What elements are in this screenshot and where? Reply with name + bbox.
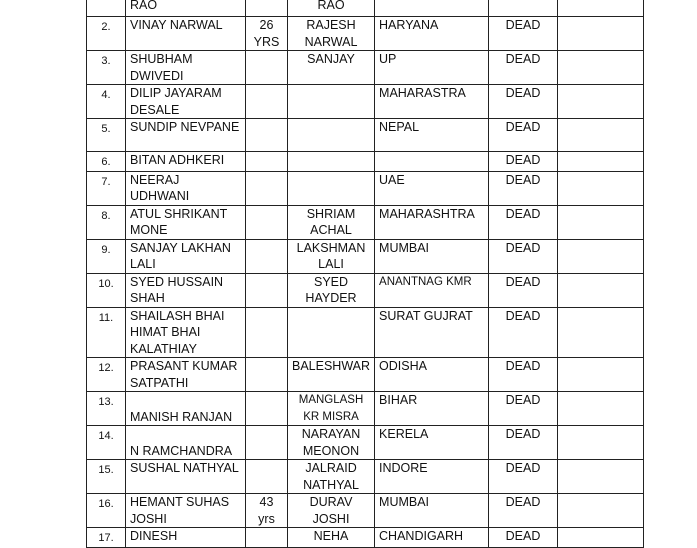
table-row xyxy=(87,528,644,548)
serial-number-cell xyxy=(87,0,126,17)
table-row xyxy=(87,494,644,528)
remarks-cell xyxy=(558,171,644,205)
relation-name-cell: JALRAID NATHYAL xyxy=(288,460,375,494)
serial-number-cell: 17. xyxy=(87,528,126,548)
relation-name-cell xyxy=(288,85,375,119)
table-row xyxy=(87,51,644,85)
remarks-cell xyxy=(558,152,644,172)
remarks-cell xyxy=(558,85,644,119)
serial-number-cell: 13. xyxy=(87,392,126,426)
relation-name-cell: SYED HAYDER xyxy=(288,273,375,307)
table-row xyxy=(87,426,644,460)
remarks-cell xyxy=(558,494,644,528)
remarks-cell xyxy=(558,51,644,85)
relation-name-cell: LAKSHMAN LALI xyxy=(288,239,375,273)
victim-name-cell: SYED HUSSAIN SHAH xyxy=(126,273,246,307)
age-cell xyxy=(246,426,288,460)
status-cell: DEAD xyxy=(489,205,558,239)
relation-name-cell: RAO xyxy=(288,0,375,17)
remarks-cell xyxy=(558,273,644,307)
serial-number-cell: 5. xyxy=(87,119,126,152)
place-cell: INDORE xyxy=(375,460,489,494)
status-cell: DEAD xyxy=(489,460,558,494)
place-cell: NEPAL xyxy=(375,119,489,152)
victim-name-cell: SUNDIP NEVPANE xyxy=(126,119,246,152)
status-cell: DEAD xyxy=(489,358,558,392)
age-cell xyxy=(246,460,288,494)
place-cell: CHANDIGARH xyxy=(375,528,489,548)
remarks-cell xyxy=(558,119,644,152)
victim-name-cell: SHAILASH BHAI HIMAT BHAI KALATHIAY xyxy=(126,307,246,358)
status-cell: DEAD xyxy=(489,239,558,273)
victim-name-cell: N RAMCHANDRA xyxy=(126,426,246,460)
victim-name-cell: DILIP JAYARAM DESALE xyxy=(126,85,246,119)
table-row xyxy=(87,205,644,239)
place-cell xyxy=(375,0,489,17)
relation-name-cell xyxy=(288,152,375,172)
status-cell: DEAD xyxy=(489,119,558,152)
victim-name-cell: ATUL SHRIKANT MONE xyxy=(126,205,246,239)
age-cell xyxy=(246,528,288,548)
table-row xyxy=(87,152,644,172)
age-cell xyxy=(246,358,288,392)
relation-name-cell: RAJESH NARWAL xyxy=(288,17,375,51)
table-row xyxy=(87,358,644,392)
serial-number-cell: 6. xyxy=(87,152,126,172)
relation-name-cell: BALESHWAR xyxy=(288,358,375,392)
serial-number-cell: 12. xyxy=(87,358,126,392)
victim-name-cell: DINESH xyxy=(126,528,246,548)
relation-name-cell xyxy=(288,119,375,152)
table-row xyxy=(87,171,644,205)
relation-name-cell xyxy=(288,171,375,205)
place-cell: ODISHA xyxy=(375,358,489,392)
place-cell: UAE xyxy=(375,171,489,205)
place-cell: BIHAR xyxy=(375,392,489,426)
age-cell xyxy=(246,205,288,239)
age-cell xyxy=(246,152,288,172)
relation-name-cell: NARAYAN MEONON xyxy=(288,426,375,460)
place-cell: MAHARASHTRA xyxy=(375,205,489,239)
status-cell: DEAD xyxy=(489,51,558,85)
remarks-cell xyxy=(558,460,644,494)
serial-number-cell: 11. xyxy=(87,307,126,358)
place-cell: KERELA xyxy=(375,426,489,460)
serial-number-cell: 9. xyxy=(87,239,126,273)
table-row xyxy=(87,0,644,17)
serial-number-cell: 3. xyxy=(87,51,126,85)
place-cell: UP xyxy=(375,51,489,85)
remarks-cell xyxy=(558,307,644,358)
relation-name-cell: NEHA xyxy=(288,528,375,548)
relation-name-cell: DURAV JOSHI xyxy=(288,494,375,528)
place-cell xyxy=(375,152,489,172)
status-cell: DEAD xyxy=(489,85,558,119)
serial-number-cell: 2. xyxy=(87,17,126,51)
remarks-cell xyxy=(558,205,644,239)
status-cell: DEAD xyxy=(489,426,558,460)
table-row xyxy=(87,239,644,273)
remarks-cell xyxy=(558,358,644,392)
age-cell xyxy=(246,171,288,205)
age-cell xyxy=(246,239,288,273)
place-cell: MAHARASTRA xyxy=(375,85,489,119)
age-cell xyxy=(246,273,288,307)
age-cell xyxy=(246,85,288,119)
place-cell: ANANTNAG KMR xyxy=(375,273,489,307)
status-cell: DEAD xyxy=(489,494,558,528)
remarks-cell xyxy=(558,17,644,51)
place-cell: SURAT GUJRAT xyxy=(375,307,489,358)
age-cell xyxy=(246,51,288,85)
victim-name-cell: BITAN ADHKERI xyxy=(126,152,246,172)
table-row xyxy=(87,392,644,426)
victims-table xyxy=(86,0,644,548)
victim-name-cell: SUSHAL NATHYAL xyxy=(126,460,246,494)
age-cell xyxy=(246,392,288,426)
status-cell: DEAD xyxy=(489,17,558,51)
age-cell xyxy=(246,0,288,17)
status-cell: DEAD xyxy=(489,273,558,307)
serial-number-cell: 16. xyxy=(87,494,126,528)
victim-name-cell: HEMANT SUHAS JOSHI xyxy=(126,494,246,528)
remarks-cell xyxy=(558,426,644,460)
place-cell: MUMBAI xyxy=(375,239,489,273)
victim-name-cell: SHUBHAM DWIVEDI xyxy=(126,51,246,85)
serial-number-cell: 14. xyxy=(87,426,126,460)
victim-name-cell: PRASANT KUMAR SATPATHI xyxy=(126,358,246,392)
table-row xyxy=(87,460,644,494)
table-row xyxy=(87,17,644,51)
age-cell: 26 YRS xyxy=(246,17,288,51)
table-row xyxy=(87,85,644,119)
relation-name-cell xyxy=(288,307,375,358)
place-cell: MUMBAI xyxy=(375,494,489,528)
table-row xyxy=(87,307,644,358)
victim-name-cell: SANJAY LAKHAN LALI xyxy=(126,239,246,273)
status-cell: DEAD xyxy=(489,152,558,172)
status-cell: DEAD xyxy=(489,528,558,548)
victim-name-cell: VINAY NARWAL xyxy=(126,17,246,51)
serial-number-cell: 15. xyxy=(87,460,126,494)
status-cell: DEAD xyxy=(489,171,558,205)
remarks-cell xyxy=(558,0,644,17)
remarks-cell xyxy=(558,239,644,273)
victim-name-cell: RAO xyxy=(126,0,246,17)
serial-number-cell: 8. xyxy=(87,205,126,239)
status-cell: DEAD xyxy=(489,307,558,358)
serial-number-cell: 7. xyxy=(87,171,126,205)
relation-name-cell: SANJAY xyxy=(288,51,375,85)
place-cell: HARYANA xyxy=(375,17,489,51)
relation-name-cell: MANGLASH KR MISRA xyxy=(288,392,375,426)
age-cell xyxy=(246,119,288,152)
relation-name-cell: SHRIAM ACHAL xyxy=(288,205,375,239)
status-cell: DEAD xyxy=(489,392,558,426)
victim-name-cell: NEERAJ UDHWANI xyxy=(126,171,246,205)
table-row xyxy=(87,119,644,152)
serial-number-cell: 4. xyxy=(87,85,126,119)
age-cell: 43 yrs xyxy=(246,494,288,528)
serial-number-cell: 10. xyxy=(87,273,126,307)
status-cell xyxy=(489,0,558,17)
remarks-cell xyxy=(558,528,644,548)
age-cell xyxy=(246,307,288,358)
remarks-cell xyxy=(558,392,644,426)
victim-name-cell: MANISH RANJAN xyxy=(126,392,246,426)
table-row xyxy=(87,273,644,307)
